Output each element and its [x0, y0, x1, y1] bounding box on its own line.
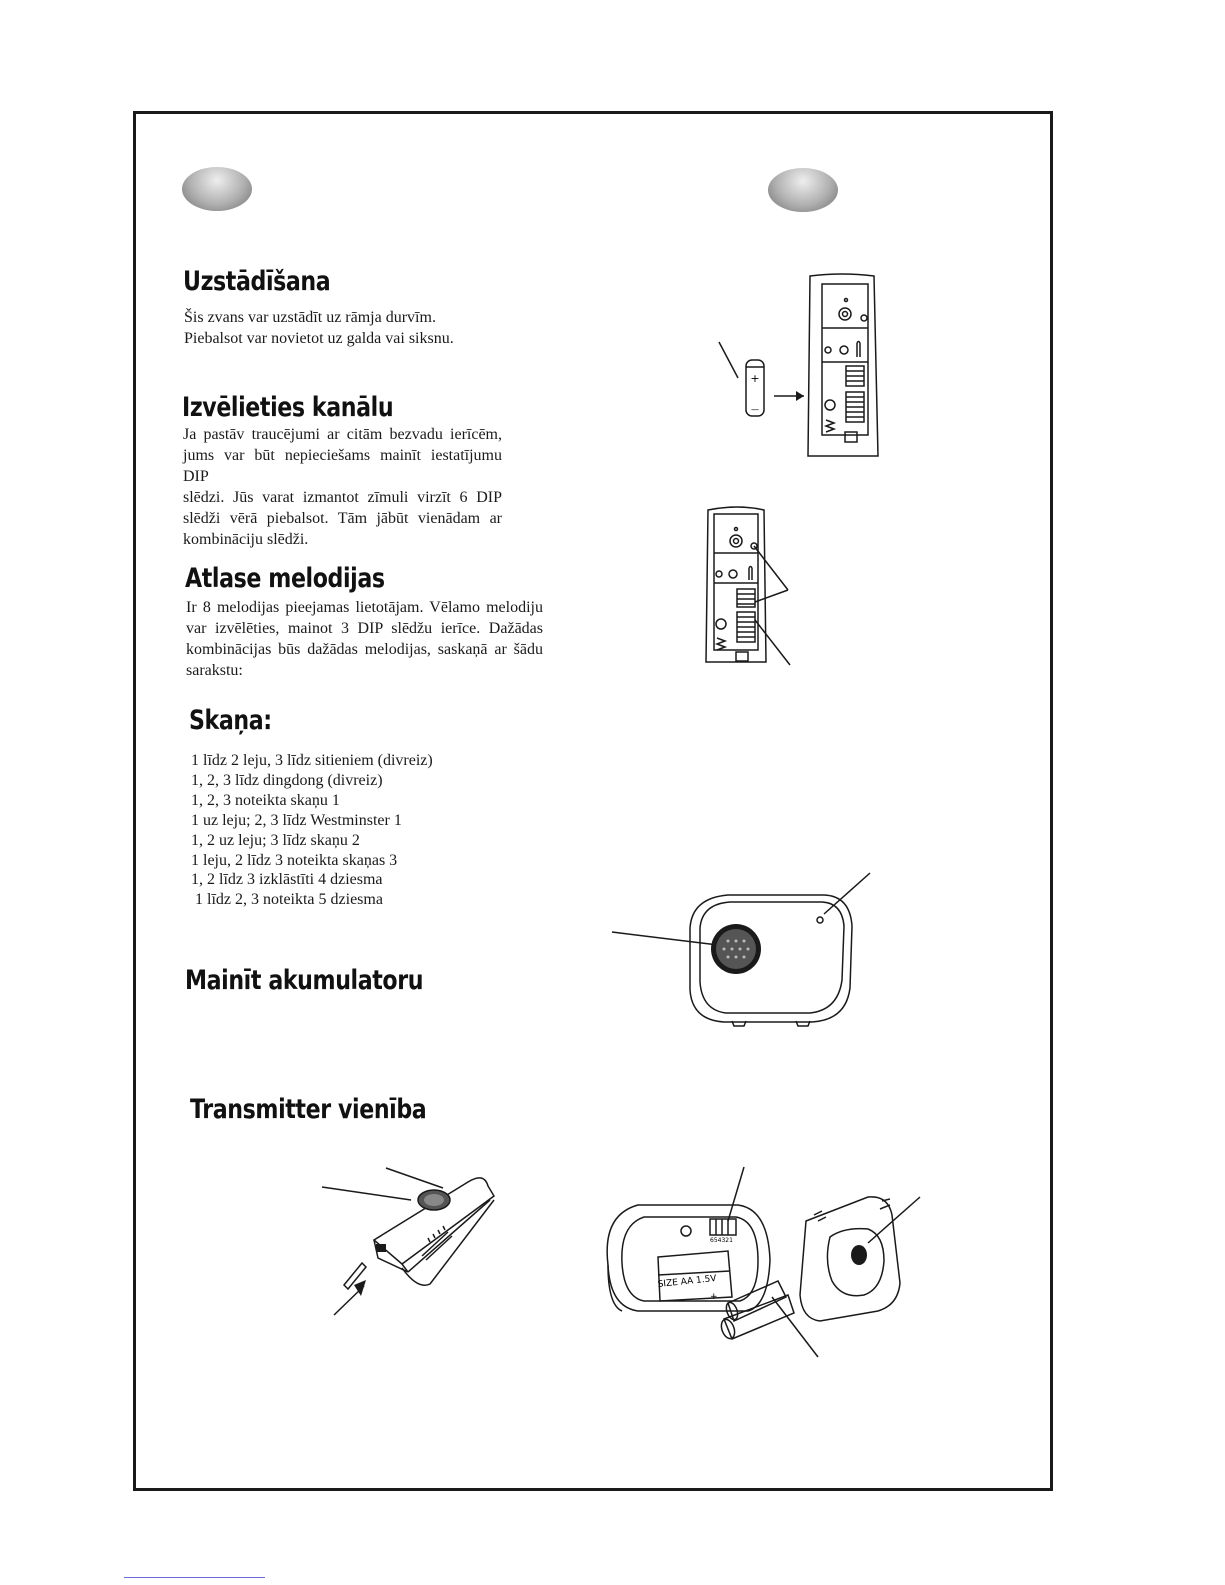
install-heading: Uzstādīšana: [183, 266, 331, 297]
list-item: 1, 2 līdz 3 izklāstīti 4 dziesma: [191, 871, 383, 889]
melody-line: var izvēlēties, mainot 3 DIP slēdžu ierīce. Dažādas: [186, 620, 543, 637]
list-item: 1 līdz 2 leju, 3 līdz sitieniem (divreiz): [191, 752, 433, 769]
battery-plus-sign: +: [750, 372, 760, 385]
left-oval-badge: [182, 167, 252, 211]
install-text: [184, 307, 484, 349]
list-item: 1 uz leju; 2, 3 līdz Westminster 1: [191, 811, 402, 829]
battery-size-label: SIZE AA 1.5V: [657, 1273, 717, 1290]
list-item: 1 līdz 2, 3 noteikta 5 dziesma: [191, 891, 383, 909]
list-item: 1, 2 uz leju; 3 līdz skaņu 2: [191, 831, 360, 849]
right-oval-badge: [768, 168, 838, 212]
melody-heading: Atlase melodijas: [185, 563, 385, 594]
channel-heading: Izvēlieties kanālu: [182, 392, 394, 423]
melody-line: Ir 8 melodijas pieejamas lietotājam. Vēlamo melodiju: [186, 599, 543, 616]
transmitter-open-illustration: [318, 1160, 508, 1330]
transmitter-dip-illustration: [700, 500, 810, 675]
channel-line: slēdzi. Jūs varat izmantot zīmuli virzīt 6 DIP: [183, 489, 502, 506]
melody-line: sarakstu:: [186, 662, 243, 679]
dip-switch-numbers: 654321: [710, 1237, 733, 1244]
sound-list: [191, 751, 491, 910]
channel-line: slēdži vērā piebalsot. Tām jābūt vienādam ar: [183, 510, 502, 527]
install-line: Piebalsot var novietot uz galda vai siksnu.: [184, 330, 454, 347]
footer-link-underline: [124, 1577, 265, 1578]
sound-heading: Skaņa:: [189, 705, 272, 736]
channel-text: [183, 424, 502, 550]
channel-line: Ja pastāv traucējumi ar citām bezvadu ierīcēm,: [183, 426, 502, 443]
receiver-front-illustration: [612, 870, 872, 1030]
channel-line: jums var būt nepieciešams mainīt iestatījumu DIP: [183, 447, 502, 485]
melody-text: [186, 597, 543, 681]
channel-line: kombināciju slēdži.: [183, 531, 309, 548]
install-line: Šis zvans var uzstādīt uz rāmja durvīm.: [184, 309, 436, 326]
transmitter-heading: Transmitter vienība: [190, 1094, 427, 1125]
battery-heading: Mainīt akumulatoru: [185, 965, 424, 996]
compartment-plus-sign: +: [710, 1292, 718, 1302]
receiver-battery-illustration: [598, 1165, 938, 1365]
transmitter-battery-illustration: [700, 270, 890, 460]
list-item: 1, 2, 3 noteikta skaņu 1: [191, 791, 340, 809]
melody-line: kombinācijas būs dažādas melodijas, saskaņā ar šādu: [186, 641, 543, 658]
list-item: 1, 2, 3 līdz dingdong (divreiz): [191, 771, 383, 789]
battery-minus-sign: —: [751, 405, 759, 414]
list-item: 1 leju, 2 līdz 3 noteikta skaņas 3: [191, 851, 398, 869]
